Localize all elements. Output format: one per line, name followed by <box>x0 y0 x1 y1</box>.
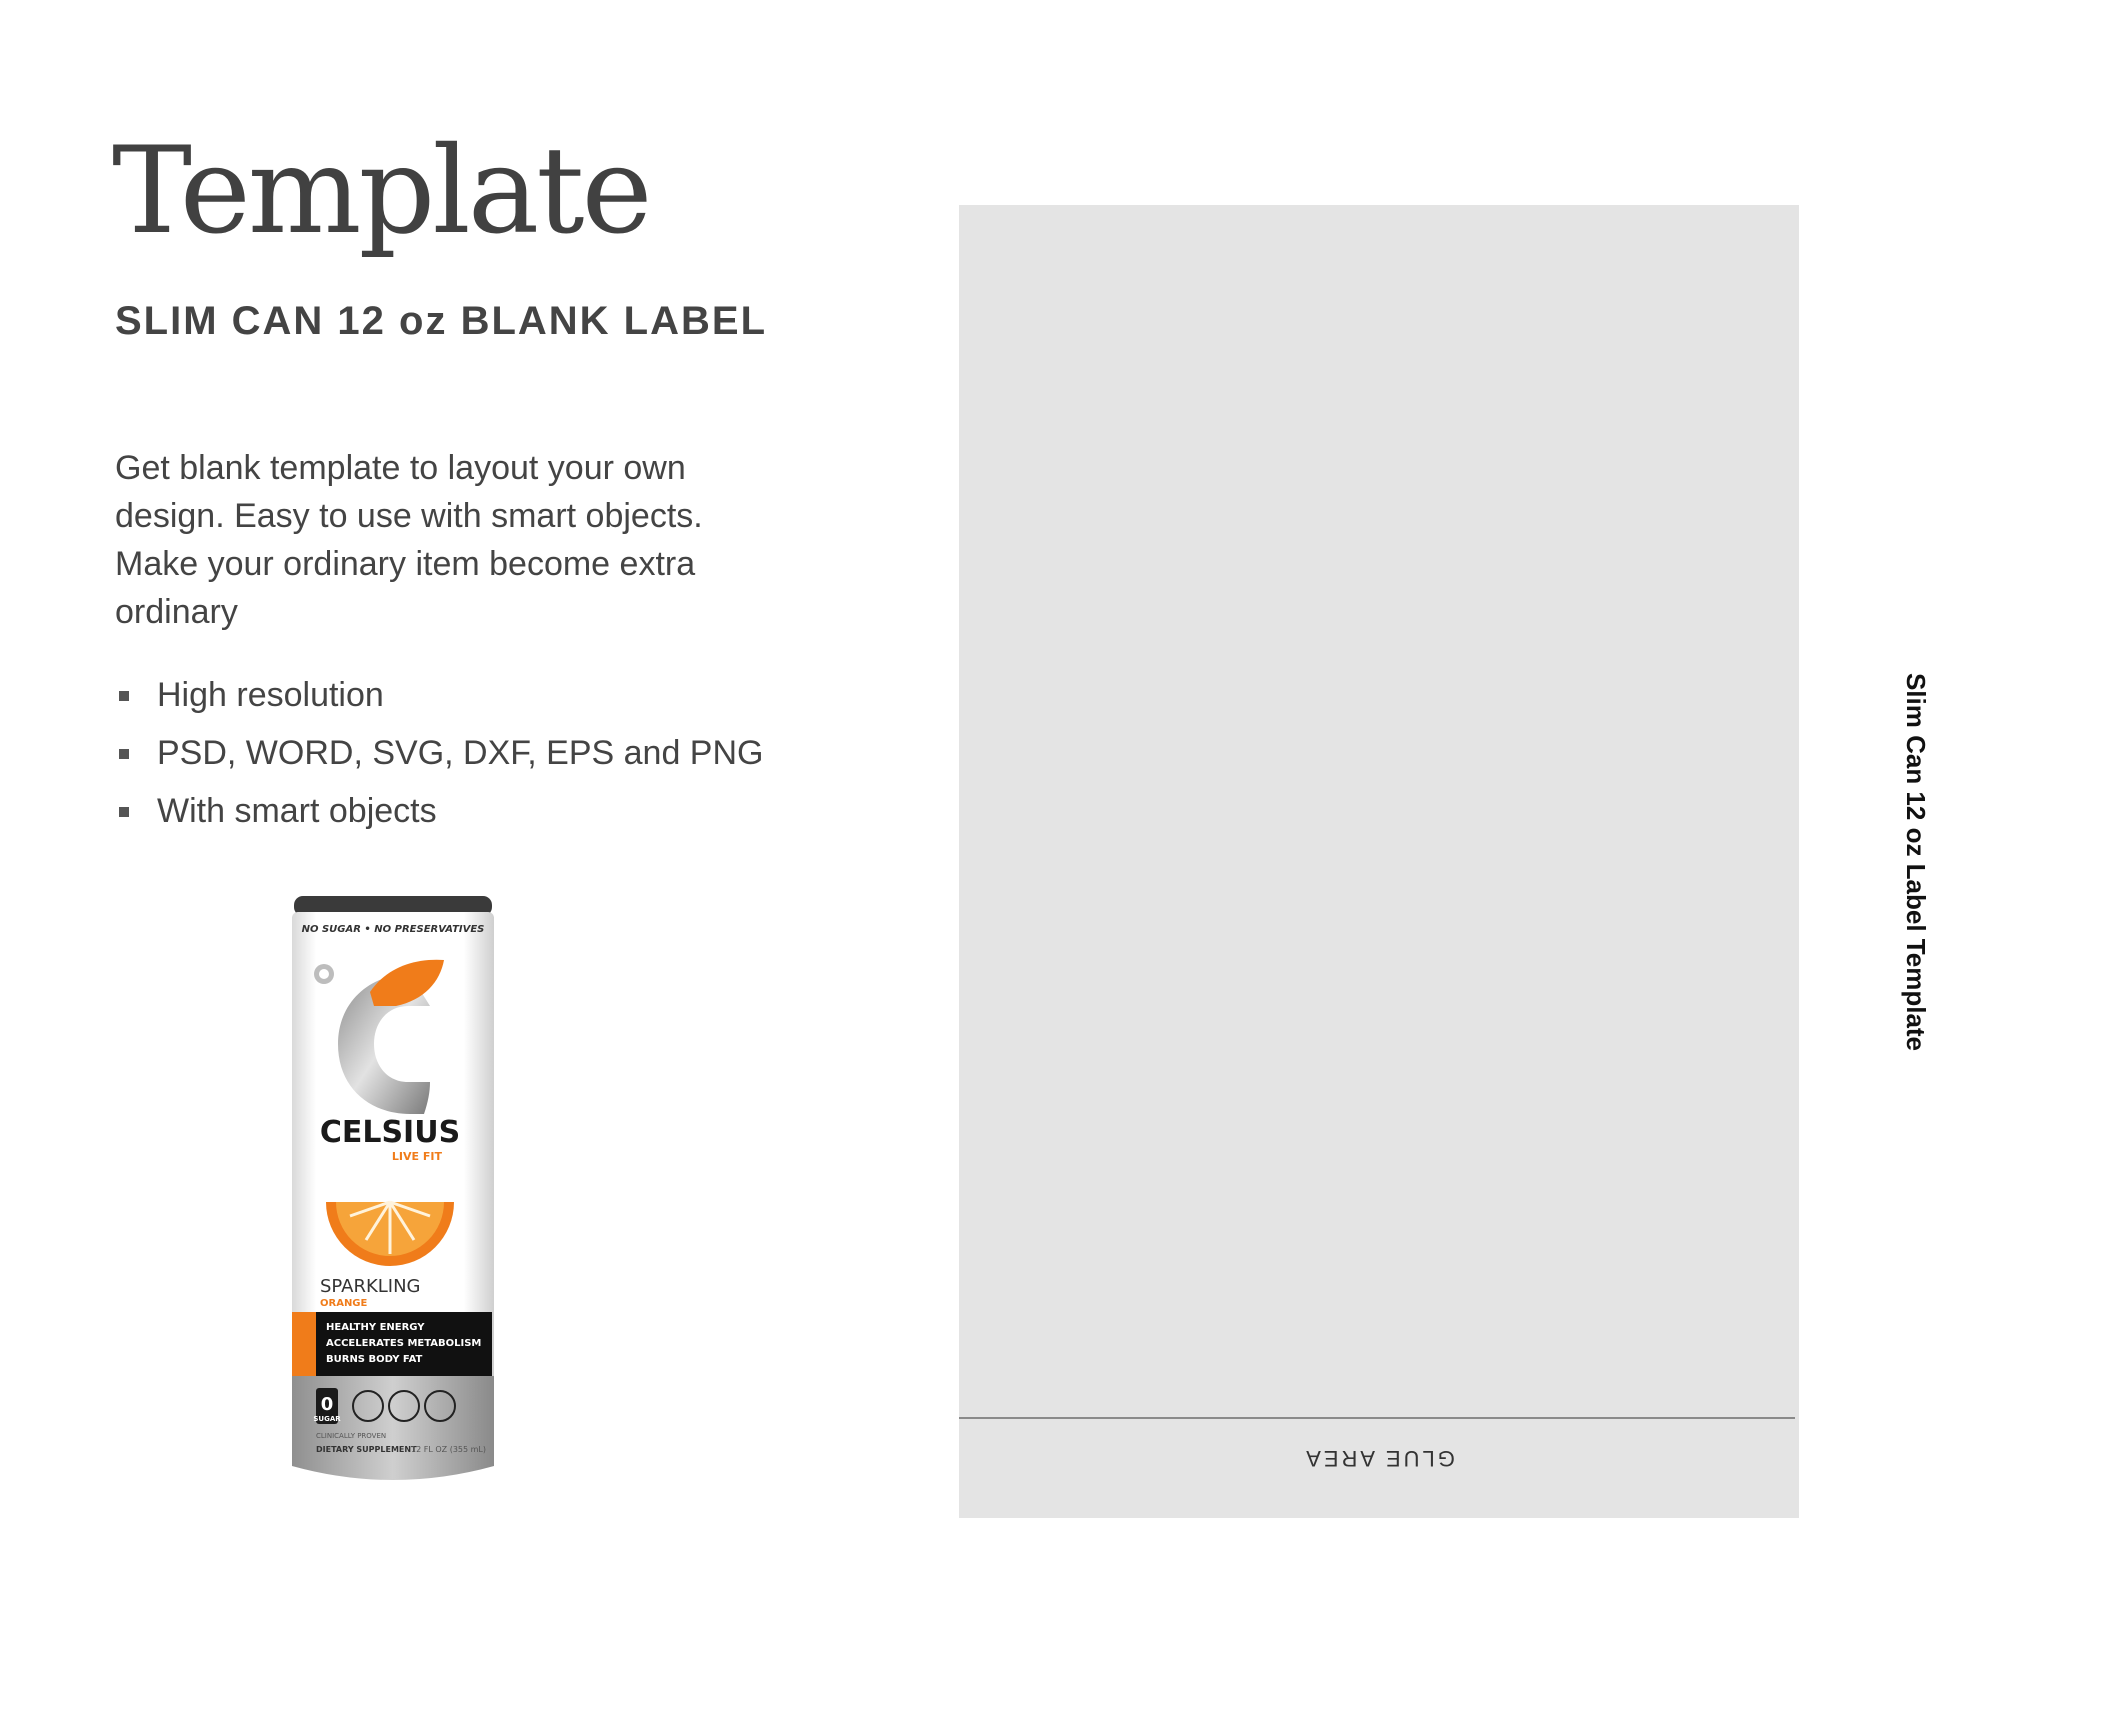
side-caption-text: Slim Can 12 oz Label Template <box>1901 672 1931 1052</box>
feature-label: PSD, WORD, SVG, DXF, EPS and PNG <box>157 734 764 772</box>
feature-item <box>115 728 764 786</box>
can-benefit-3: BURNS BODY FAT <box>326 1354 423 1365</box>
glue-area-label: GLUE AREA <box>1303 1446 1455 1471</box>
can-brand-text: CELSIUS <box>319 1115 461 1150</box>
can-footer-line1: CLINICALLY PROVEN <box>316 1432 387 1440</box>
label-template-area <box>959 205 1799 1518</box>
can-footer-line2: DIETARY SUPPLEMENT <box>316 1445 417 1454</box>
page-subtitle: SLIM CAN 12 oz BLANK LABEL <box>115 299 767 343</box>
can-benefit-2: ACCELERATES METABOLISM <box>326 1338 482 1349</box>
can-benefit-1: HEALTHY ENERGY <box>326 1322 425 1333</box>
product-can-image <box>290 896 496 1494</box>
can-flavor-line1: SPARKLING <box>320 1276 421 1297</box>
feature-label: High resolution <box>157 676 384 714</box>
feature-item <box>115 786 764 844</box>
feature-item <box>115 670 764 728</box>
can-volume: 12 FL OZ (355 mL) <box>411 1445 486 1454</box>
bullet-icon <box>119 749 129 759</box>
feature-list <box>115 670 764 844</box>
bullet-icon <box>119 691 129 701</box>
can-flavor-line2: ORANGE <box>320 1298 368 1309</box>
page-title: Template <box>112 122 650 261</box>
can-graphic <box>290 896 496 1494</box>
glue-divider-line <box>959 1417 1795 1419</box>
can-sugar-value: 0 <box>320 1394 334 1415</box>
feature-label: With smart objects <box>157 792 437 830</box>
bullet-icon <box>119 807 129 817</box>
can-sugar-label: SUGAR <box>313 1415 341 1423</box>
can-top-text: NO SUGAR • NO PRESERVATIVES <box>301 924 485 935</box>
can-tagline-text: LIVE FIT <box>391 1150 442 1163</box>
description-text: Get blank template to layout your own design. Easy to use with smart objects. Make your ordinary item become extra ordinary <box>115 449 703 631</box>
